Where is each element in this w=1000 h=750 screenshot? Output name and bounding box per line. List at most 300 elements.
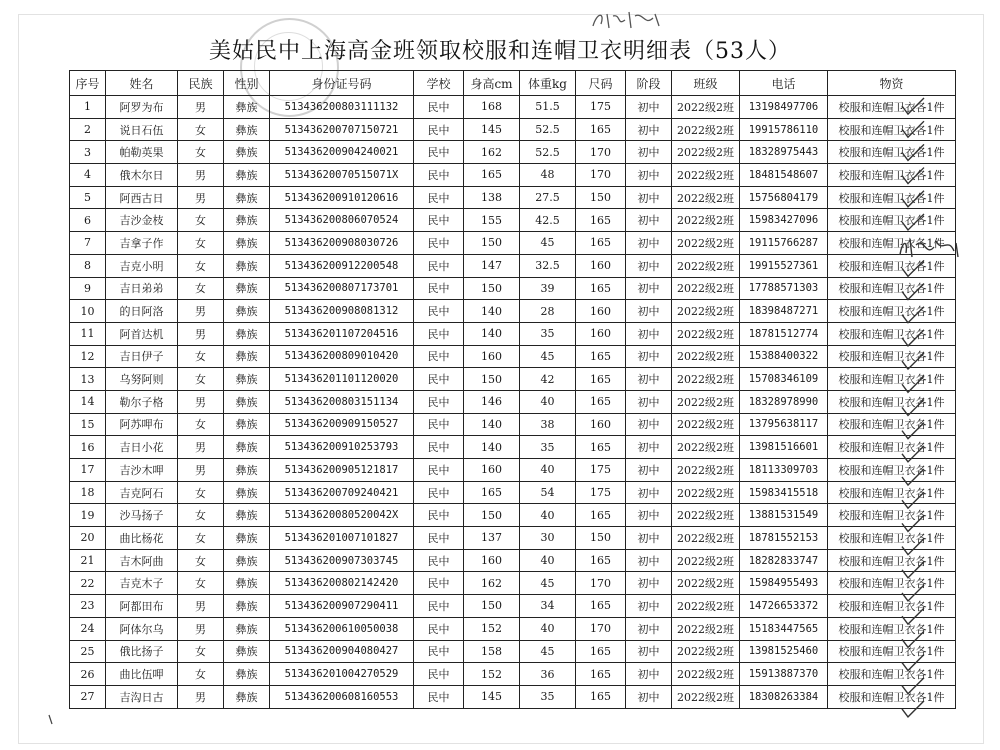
col-index: 13: [70, 368, 106, 391]
col-class: 2022级2班: [672, 118, 740, 141]
col-phone: 18481548607: [740, 164, 828, 187]
checkmark-icon: [902, 423, 924, 439]
col-weight: 52.5: [520, 141, 576, 164]
col-phone: 18328975443: [740, 141, 828, 164]
col-size: 160: [576, 413, 626, 436]
col-weight: 45: [520, 345, 576, 368]
table-row: [70, 504, 956, 527]
table-row: [70, 164, 956, 187]
table-row: [70, 141, 956, 164]
col-stage: 初中: [626, 663, 672, 686]
header-col-id-number: 身份证号码: [270, 71, 414, 96]
checkmark-icon: [902, 539, 924, 555]
col-size: 160: [576, 322, 626, 345]
col-ethnicity: 彝族: [224, 390, 270, 413]
col-height: 140: [464, 413, 520, 436]
col-stage: 初中: [626, 640, 672, 663]
header-col-ethnicity: 性别: [224, 71, 270, 96]
col-height: 162: [464, 572, 520, 595]
checkmark-icon: [902, 562, 924, 578]
checkmark-icon: [902, 655, 924, 671]
col-ethnicity: 彝族: [224, 572, 270, 595]
col-size: 165: [576, 345, 626, 368]
col-index: 26: [70, 663, 106, 686]
col-weight: 40: [520, 459, 576, 482]
col-gender: 女: [178, 118, 224, 141]
checkmark-icon: [902, 399, 924, 415]
col-index: 20: [70, 527, 106, 550]
col-phone: 15183447565: [740, 617, 828, 640]
header-col-class: 班级: [672, 71, 740, 96]
col-height: 150: [464, 277, 520, 300]
col-stage: 初中: [626, 164, 672, 187]
col-items: 校服和连帽卫衣各1件: [828, 572, 956, 595]
col-name: 阿西古日: [106, 186, 178, 209]
col-index: 22: [70, 572, 106, 595]
col-class: 2022级2班: [672, 481, 740, 504]
col-weight: 40: [520, 617, 576, 640]
table-row: [70, 96, 956, 119]
col-weight: 35: [520, 436, 576, 459]
col-gender: 男: [178, 595, 224, 618]
col-phone: 14726653372: [740, 595, 828, 618]
col-stage: 初中: [626, 254, 672, 277]
col-weight: 45: [520, 572, 576, 595]
col-height: 150: [464, 232, 520, 255]
col-stage: 初中: [626, 141, 672, 164]
col-ethnicity: 彝族: [224, 322, 270, 345]
col-ethnicity: 彝族: [224, 527, 270, 550]
col-size: 165: [576, 504, 626, 527]
col-school: 民中: [414, 617, 464, 640]
col-items: 校服和连帽卫衣各1件: [828, 549, 956, 572]
col-ethnicity: 彝族: [224, 96, 270, 119]
col-class: 2022级2班: [672, 209, 740, 232]
col-id-number: 513436200707150721: [270, 118, 414, 141]
col-school: 民中: [414, 640, 464, 663]
col-size: 170: [576, 141, 626, 164]
col-class: 2022级2班: [672, 345, 740, 368]
col-ethnicity: 彝族: [224, 118, 270, 141]
col-gender: 女: [178, 141, 224, 164]
table-row: [70, 413, 956, 436]
checkmark-icon: [902, 144, 924, 160]
col-height: 145: [464, 118, 520, 141]
checkmark-icon: [902, 284, 924, 300]
col-ethnicity: 彝族: [224, 413, 270, 436]
col-phone: 15708346109: [740, 368, 828, 391]
col-height: 158: [464, 640, 520, 663]
col-class: 2022级2班: [672, 527, 740, 550]
col-school: 民中: [414, 504, 464, 527]
table-row: [70, 617, 956, 640]
handwritten-note-top: [587, 6, 667, 34]
col-items: 校服和连帽卫衣各1件: [828, 617, 956, 640]
col-weight: 52.5: [520, 118, 576, 141]
col-ethnicity: 彝族: [224, 368, 270, 391]
col-items: 校服和连帽卫衣各1件: [828, 141, 956, 164]
table-row: [70, 232, 956, 255]
col-items: 校服和连帽卫衣各1件: [828, 504, 956, 527]
col-items: 校服和连帽卫衣各1件: [828, 436, 956, 459]
col-size: 170: [576, 164, 626, 187]
col-phone: 18308263384: [740, 685, 828, 708]
col-school: 民中: [414, 459, 464, 482]
col-phone: 15984955493: [740, 572, 828, 595]
col-class: 2022级2班: [672, 277, 740, 300]
col-name: 帕勒英果: [106, 141, 178, 164]
col-weight: 42: [520, 368, 576, 391]
col-class: 2022级2班: [672, 572, 740, 595]
col-items: 校服和连帽卫衣各1件: [828, 413, 956, 436]
col-stage: 初中: [626, 368, 672, 391]
col-stage: 初中: [626, 549, 672, 572]
col-items: 校服和连帽卫衣各1件: [828, 459, 956, 482]
col-phone: 15913887370: [740, 663, 828, 686]
col-name: 吉木阿曲: [106, 549, 178, 572]
checkmark-icon: [902, 585, 924, 601]
col-size: 175: [576, 481, 626, 504]
col-ethnicity: 彝族: [224, 300, 270, 323]
col-ethnicity: 彝族: [224, 436, 270, 459]
col-weight: 30: [520, 527, 576, 550]
table-row: [70, 640, 956, 663]
header-col-weight: 体重kg: [520, 71, 576, 96]
col-height: 146: [464, 390, 520, 413]
col-size: 165: [576, 640, 626, 663]
table-row: [70, 277, 956, 300]
table-row: [70, 390, 956, 413]
col-school: 民中: [414, 96, 464, 119]
col-school: 民中: [414, 345, 464, 368]
col-gender: 男: [178, 459, 224, 482]
col-stage: 初中: [626, 209, 672, 232]
col-items: 校服和连帽卫衣各1件: [828, 640, 956, 663]
col-weight: 45: [520, 232, 576, 255]
col-phone: 15756804179: [740, 186, 828, 209]
col-school: 民中: [414, 481, 464, 504]
uniform-table: [69, 70, 956, 709]
col-stage: 初中: [626, 277, 672, 300]
checkmark-icon: [902, 515, 924, 531]
col-phone: 15388400322: [740, 345, 828, 368]
col-id-number: 513436201007101827: [270, 527, 414, 550]
header-col-index: 序号: [70, 71, 106, 96]
col-items: 校服和连帽卫衣各1件: [828, 390, 956, 413]
col-height: 140: [464, 300, 520, 323]
col-index: 9: [70, 277, 106, 300]
col-stage: 初中: [626, 481, 672, 504]
page-title: 美姑民中上海高金班领取校服和连帽卫衣明细表（53人）: [209, 39, 791, 64]
col-school: 民中: [414, 368, 464, 391]
col-ethnicity: 彝族: [224, 141, 270, 164]
col-size: 165: [576, 368, 626, 391]
checkmark-column: [898, 94, 938, 734]
col-ethnicity: 彝族: [224, 640, 270, 663]
table-row: [70, 254, 956, 277]
col-id-number: 513436200908030726: [270, 232, 414, 255]
handwritten-note-side: [896, 233, 962, 263]
col-weight: 28: [520, 300, 576, 323]
col-name: 阿体尔乌: [106, 617, 178, 640]
checkmark-icon: [902, 608, 924, 624]
col-height: 160: [464, 345, 520, 368]
col-name: 曲比杨花: [106, 527, 178, 550]
col-gender: 女: [178, 504, 224, 527]
col-items: 校服和连帽卫衣各1件: [828, 685, 956, 708]
col-name: 的日阿洛: [106, 300, 178, 323]
col-name: 勒尔子格: [106, 390, 178, 413]
col-index: 16: [70, 436, 106, 459]
col-id-number: 51343620070515071X: [270, 164, 414, 187]
col-phone: 13198497706: [740, 96, 828, 119]
col-id-number: 513436200806070524: [270, 209, 414, 232]
col-index: 23: [70, 595, 106, 618]
col-school: 民中: [414, 254, 464, 277]
col-school: 民中: [414, 413, 464, 436]
col-gender: 男: [178, 300, 224, 323]
col-stage: 初中: [626, 527, 672, 550]
col-items: 校服和连帽卫衣各1件: [828, 118, 956, 141]
col-name: 吉沟日古: [106, 685, 178, 708]
col-stage: 初中: [626, 232, 672, 255]
col-index: 15: [70, 413, 106, 436]
col-name: 吉沙金枝: [106, 209, 178, 232]
col-phone: 15983415518: [740, 481, 828, 504]
col-ethnicity: 彝族: [224, 549, 270, 572]
col-index: 24: [70, 617, 106, 640]
table-row: [70, 481, 956, 504]
table-row: [70, 572, 956, 595]
col-gender: 女: [178, 345, 224, 368]
col-weight: 45: [520, 640, 576, 663]
col-phone: 18113309703: [740, 459, 828, 482]
col-height: 168: [464, 96, 520, 119]
col-items: 校服和连帽卫衣各1件: [828, 254, 956, 277]
col-phone: 19915786110: [740, 118, 828, 141]
col-size: 165: [576, 436, 626, 459]
col-gender: 男: [178, 617, 224, 640]
col-weight: 27.5: [520, 186, 576, 209]
header-col-name: 姓名: [106, 71, 178, 96]
col-name: 阿苏呷布: [106, 413, 178, 436]
checkmark-icon: [902, 121, 924, 137]
col-gender: 女: [178, 481, 224, 504]
col-gender: 男: [178, 322, 224, 345]
col-id-number: 513436200809010420: [270, 345, 414, 368]
col-gender: 女: [178, 527, 224, 550]
col-ethnicity: 彝族: [224, 186, 270, 209]
col-stage: 初中: [626, 413, 672, 436]
col-index: 27: [70, 685, 106, 708]
checkmark-icon: [902, 353, 924, 369]
col-name: 吉日小花: [106, 436, 178, 459]
col-school: 民中: [414, 300, 464, 323]
checkmark-icon: [902, 701, 924, 717]
col-gender: 女: [178, 549, 224, 572]
col-height: 155: [464, 209, 520, 232]
table-row: [70, 186, 956, 209]
col-items: 校服和连帽卫衣各1件: [828, 527, 956, 550]
col-index: 3: [70, 141, 106, 164]
col-height: 152: [464, 663, 520, 686]
col-phone: 13981525460: [740, 640, 828, 663]
col-items: 校服和连帽卫衣各1件: [828, 186, 956, 209]
header-col-phone: 电话: [740, 71, 828, 96]
col-items: 校服和连帽卫衣各1件: [828, 300, 956, 323]
checkmark-icon: [902, 168, 924, 184]
col-stage: 初中: [626, 572, 672, 595]
col-phone: 18328978990: [740, 390, 828, 413]
col-class: 2022级2班: [672, 595, 740, 618]
col-height: 165: [464, 164, 520, 187]
checkmark-icon: [902, 191, 924, 207]
col-items: 校服和连帽卫衣各1件: [828, 322, 956, 345]
col-school: 民中: [414, 572, 464, 595]
col-phone: 18282833747: [740, 549, 828, 572]
col-name: 吉日伊子: [106, 345, 178, 368]
col-ethnicity: 彝族: [224, 254, 270, 277]
col-index: 17: [70, 459, 106, 482]
col-phone: 18398487271: [740, 300, 828, 323]
col-weight: 36: [520, 663, 576, 686]
col-items: 校服和连帽卫衣各1件: [828, 595, 956, 618]
col-index: 25: [70, 640, 106, 663]
table-row: [70, 118, 956, 141]
col-ethnicity: 彝族: [224, 685, 270, 708]
col-index: 4: [70, 164, 106, 187]
col-phone: 18781552153: [740, 527, 828, 550]
col-weight: 35: [520, 322, 576, 345]
col-size: 165: [576, 549, 626, 572]
header-col-items: 物资: [828, 71, 956, 96]
col-ethnicity: 彝族: [224, 345, 270, 368]
col-stage: 初中: [626, 685, 672, 708]
table-row: [70, 436, 956, 459]
checkmark-icon: [902, 492, 924, 508]
col-height: 160: [464, 459, 520, 482]
col-height: 145: [464, 685, 520, 708]
col-gender: 女: [178, 209, 224, 232]
col-ethnicity: 彝族: [224, 209, 270, 232]
col-size: 165: [576, 277, 626, 300]
col-stage: 初中: [626, 459, 672, 482]
col-weight: 48: [520, 164, 576, 187]
col-items: 校服和连帽卫衣各1件: [828, 481, 956, 504]
col-size: 170: [576, 572, 626, 595]
col-school: 民中: [414, 277, 464, 300]
col-stage: 初中: [626, 504, 672, 527]
col-size: 165: [576, 595, 626, 618]
col-school: 民中: [414, 232, 464, 255]
col-id-number: 513436200608160553: [270, 685, 414, 708]
col-gender: 女: [178, 254, 224, 277]
col-class: 2022级2班: [672, 390, 740, 413]
col-id-number: 513436200904080427: [270, 640, 414, 663]
col-id-number: 513436200803151134: [270, 390, 414, 413]
col-class: 2022级2班: [672, 186, 740, 209]
col-name: 沙马扬子: [106, 504, 178, 527]
col-ethnicity: 彝族: [224, 164, 270, 187]
col-school: 民中: [414, 549, 464, 572]
header-col-size: 尺码: [576, 71, 626, 96]
col-ethnicity: 彝族: [224, 277, 270, 300]
col-gender: 女: [178, 572, 224, 595]
col-class: 2022级2班: [672, 436, 740, 459]
col-id-number: 513436200907303745: [270, 549, 414, 572]
col-stage: 初中: [626, 617, 672, 640]
col-phone: 19915527361: [740, 254, 828, 277]
header-col-school: 学校: [414, 71, 464, 96]
col-items: 校服和连帽卫衣各1件: [828, 232, 956, 255]
col-gender: 男: [178, 186, 224, 209]
checkmark-icon: [902, 446, 924, 462]
col-gender: 女: [178, 277, 224, 300]
col-gender: 女: [178, 663, 224, 686]
col-index: 14: [70, 390, 106, 413]
col-class: 2022级2班: [672, 549, 740, 572]
col-ethnicity: 彝族: [224, 663, 270, 686]
col-class: 2022级2班: [672, 459, 740, 482]
col-id-number: 513436200610050038: [270, 617, 414, 640]
col-gender: 女: [178, 368, 224, 391]
col-height: 147: [464, 254, 520, 277]
header-col-gender: 民族: [178, 71, 224, 96]
col-name: 阿都田布: [106, 595, 178, 618]
col-stage: 初中: [626, 96, 672, 119]
col-class: 2022级2班: [672, 141, 740, 164]
col-index: 2: [70, 118, 106, 141]
col-id-number: 513436200905121817: [270, 459, 414, 482]
col-size: 175: [576, 459, 626, 482]
col-gender: 女: [178, 413, 224, 436]
col-index: 10: [70, 300, 106, 323]
col-school: 民中: [414, 322, 464, 345]
col-id-number: 513436200908081312: [270, 300, 414, 323]
col-index: 8: [70, 254, 106, 277]
col-weight: 54: [520, 481, 576, 504]
col-size: 150: [576, 527, 626, 550]
col-class: 2022级2班: [672, 254, 740, 277]
col-gender: 男: [178, 390, 224, 413]
col-name: 曲比伍呷: [106, 663, 178, 686]
col-gender: 男: [178, 685, 224, 708]
col-height: 140: [464, 322, 520, 345]
col-weight: 38: [520, 413, 576, 436]
table-row: [70, 527, 956, 550]
col-class: 2022级2班: [672, 300, 740, 323]
col-weight: 32.5: [520, 254, 576, 277]
col-id-number: 513436200912200548: [270, 254, 414, 277]
col-height: 160: [464, 549, 520, 572]
col-class: 2022级2班: [672, 232, 740, 255]
checkmark-icon: [902, 98, 924, 114]
scan-mark: [48, 714, 54, 726]
col-items: 校服和连帽卫衣各1件: [828, 277, 956, 300]
col-items: 校服和连帽卫衣各1件: [828, 663, 956, 686]
col-gender: 男: [178, 96, 224, 119]
table-row: [70, 595, 956, 618]
col-id-number: 513436200910253793: [270, 436, 414, 459]
table-row: [70, 663, 956, 686]
col-id-number: 513436200807173701: [270, 277, 414, 300]
col-items: 校服和连帽卫衣各1件: [828, 164, 956, 187]
col-phone: 13981516601: [740, 436, 828, 459]
col-index: 6: [70, 209, 106, 232]
col-name: 吉克木子: [106, 572, 178, 595]
col-class: 2022级2班: [672, 663, 740, 686]
col-class: 2022级2班: [672, 368, 740, 391]
